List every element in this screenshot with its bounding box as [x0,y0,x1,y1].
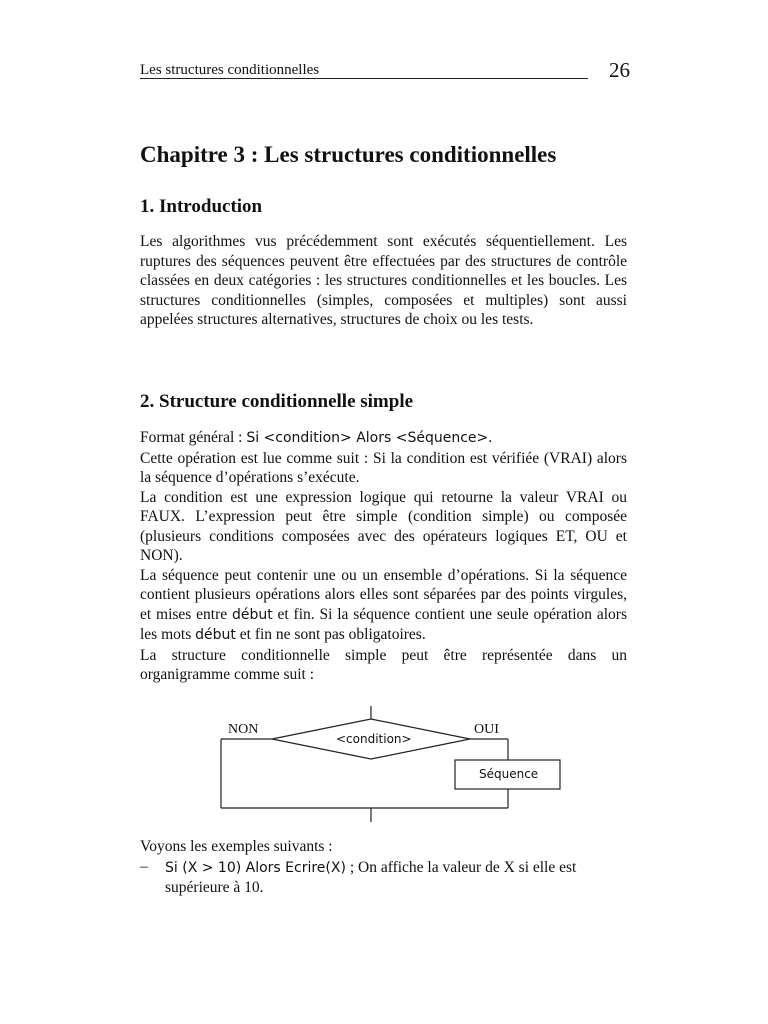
non-label: NON [228,722,259,737]
running-header [140,58,630,84]
section-heading-simple-conditional: 2. Structure conditionnelle simple [140,391,414,412]
examples-intro: Voyons les exemples suivants : [140,838,333,855]
section-heading-introduction: 1. Introduction [140,196,263,217]
running-title: Les structures conditionnelles [140,62,320,78]
format-code: Si <condition> Alors <Séquence> [246,430,489,446]
paragraph-sequence: La séquence peut contenir une ou un ensemble d’opérations. Si la séquence contient plusieurs opérations alors elles sont séparées par des points virgules, et mises entre début et fin. Si la séquence contient une seule opération alors les mots début et fin ne sont pas obligatoires. [140,566,627,643]
example-text: Si (X > 10) Alors Ecrire(X) ; On affiche la valeur de X si elle est supérieure à 10. [165,859,577,896]
simple-conditional-body [140,428,627,685]
list-dash: – [140,858,148,875]
flowchart [0,700,768,830]
paragraph-condition: La condition est une expression logique qui retourne la valeur VRAI ou FAUX. L’expression peut être simple (condition simple) ou composée (plusieurs conditions composées avec des opérateurs logiques ET, OU et NON). [140,488,627,564]
condition-label: <condition> [336,732,412,746]
keyword-fin: fin [254,626,273,643]
keyword-fin: fin [293,605,311,623]
flowchart-diagram [0,700,768,830]
sequence-label: Séquence [479,767,539,781]
page-number: 26 [609,58,630,82]
paragraph-reading: Cette opération est lue comme suit : Si la condition est vérifiée (VRAI) alors la séquence d’opérations s’exécute. [140,449,627,486]
example-code: Si (X > 10) Alors Ecrire(X) [165,860,346,876]
chapter-title: Chapitre 3 : Les structures conditionnelles [140,142,557,167]
keyword-debut: début [231,606,273,623]
oui-label: OUI [474,722,499,737]
paragraph-organigram: La structure conditionnelle simple peut être représentée dans un organigramme comme suit : [140,646,627,683]
example-item [140,858,630,902]
header-rule [140,78,588,79]
format-general-line: Format général : Si <condition> Alors <Séquence>. [140,429,493,446]
keyword-debut: début [195,627,236,643]
introduction-paragraph: Les algorithmes vus précédemment sont exécutés séquentiellement. Les ruptures des séquences peuvent être effectuées par des structures de contrôle classées en deux catégories : les structures conditionnelles et les boucles. Les structures conditionnelles (simples, composées et multiples) sont aussi appelées structures alternatives, structures de choix ou les tests. [140,233,627,328]
